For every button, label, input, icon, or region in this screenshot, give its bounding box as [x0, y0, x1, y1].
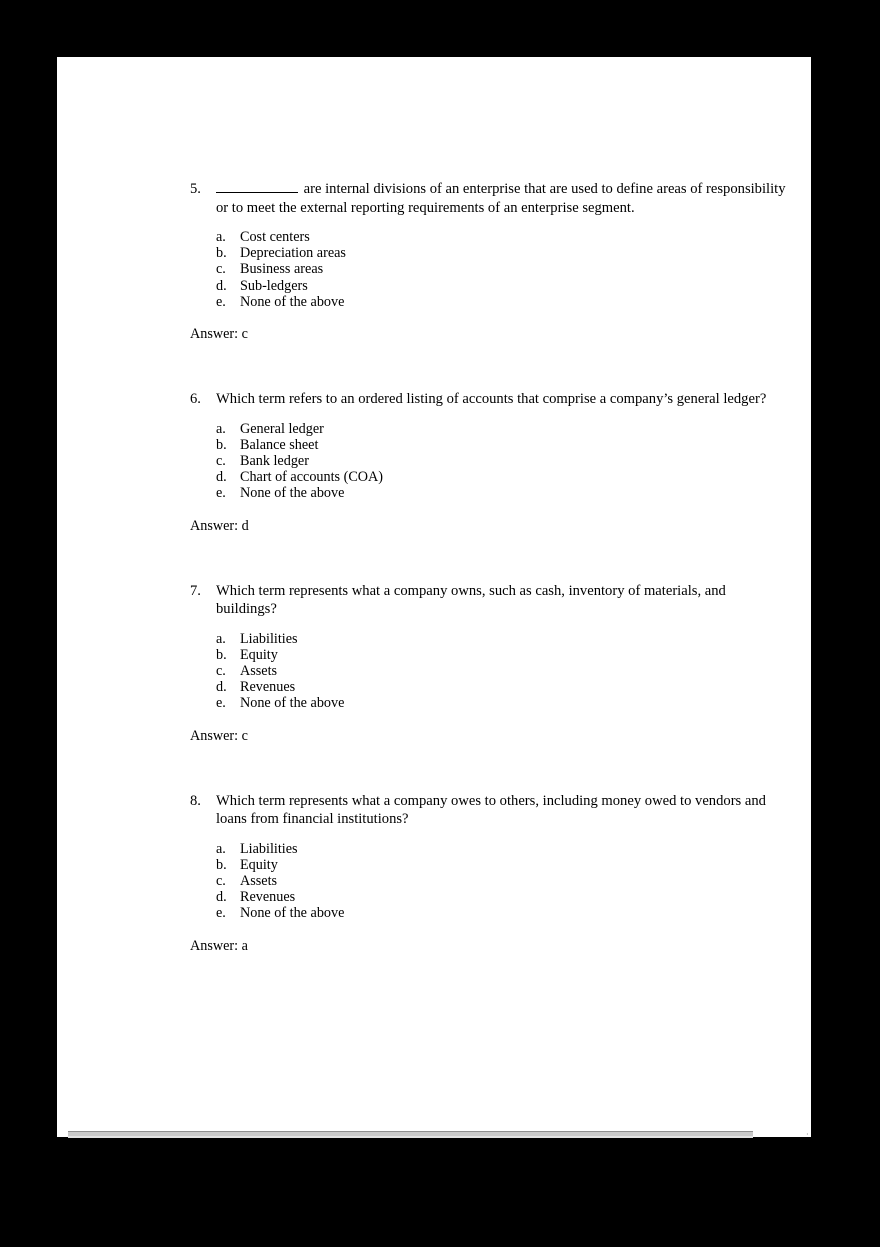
choice-text: None of the above [240, 485, 345, 502]
choice-letter: e. [216, 695, 226, 712]
choice-letter: e. [216, 905, 226, 922]
choice-letter: d. [216, 679, 227, 696]
choice-text: Assets [240, 872, 278, 889]
choice-text: General ledger [240, 420, 324, 437]
choice-item[interactable] [216, 485, 790, 501]
choice-item[interactable] [216, 631, 790, 647]
choice-item[interactable] [216, 873, 790, 889]
choice-item[interactable] [216, 453, 790, 469]
choice-letter: b. [216, 646, 227, 663]
choice-letter: b. [216, 436, 227, 453]
document-page [57, 57, 811, 1137]
choice-text: Liabilities [240, 840, 298, 857]
choice-item[interactable] [216, 663, 790, 679]
choice-item[interactable] [216, 857, 790, 873]
choice-text: Liabilities [240, 630, 298, 647]
choice-item[interactable] [216, 421, 790, 437]
question-block-5 [190, 180, 790, 342]
choice-list [216, 631, 790, 712]
choice-letter: a. [216, 420, 226, 437]
choice-letter: d. [216, 469, 227, 486]
choice-letter: d. [216, 277, 227, 294]
choice-item[interactable] [216, 261, 790, 277]
choice-letter: d. [216, 889, 227, 906]
choice-letter: e. [216, 485, 226, 502]
choice-text: Equity [240, 856, 278, 873]
question-text-body: are internal divisions of an enterprise that are used to define areas of responsibility or to meet the external reporting requirements of an enterprise segment. [216, 181, 786, 216]
choice-list [216, 421, 790, 502]
choice-item[interactable] [216, 294, 790, 310]
choice-list [216, 841, 790, 922]
question-text: Which term represents what a company owns, such as cash, inventory of materials, and buildings? [216, 582, 726, 618]
question-block-7 [190, 582, 790, 744]
choice-text: None of the above [240, 695, 345, 712]
choice-letter: b. [216, 245, 227, 262]
choice-text: Chart of accounts (COA) [240, 469, 384, 486]
fill-in-blank [216, 180, 298, 193]
choice-text: Assets [240, 662, 278, 679]
question-text [216, 180, 790, 217]
choice-item[interactable] [216, 841, 790, 857]
answer-line: Answer: c [190, 326, 248, 343]
question-number: 7. [190, 582, 201, 599]
choice-item[interactable] [216, 889, 790, 905]
choice-letter: e. [216, 293, 226, 310]
choice-text: Business areas [240, 261, 324, 278]
choice-item[interactable] [216, 229, 790, 245]
question-number: 8. [190, 792, 201, 809]
question-text: Which term refers to an ordered listing of accounts that comprise a company’s general ledger? [216, 391, 767, 408]
choice-item[interactable] [216, 278, 790, 294]
question-block-8 [190, 792, 790, 954]
question-block-6 [190, 390, 790, 534]
answer-line: Answer: a [190, 937, 248, 954]
choice-item[interactable] [216, 679, 790, 695]
page-bottom-edge-highlight [68, 1136, 753, 1138]
choice-item[interactable] [216, 437, 790, 453]
choice-text: Equity [240, 646, 278, 663]
choice-item[interactable] [216, 905, 790, 921]
question-text: Which term represents what a company owes to others, including money owed to vendors and loans from financial institutions? [216, 792, 766, 828]
choice-item[interactable] [216, 245, 790, 261]
question-row [190, 582, 790, 619]
choice-item[interactable] [216, 469, 790, 485]
choice-item[interactable] [216, 695, 790, 711]
choice-text: Revenues [240, 889, 296, 906]
choice-letter: a. [216, 840, 226, 857]
choice-letter: c. [216, 662, 226, 679]
choice-text: Cost centers [240, 229, 310, 245]
answer-line: Answer: c [190, 727, 248, 744]
choice-list [216, 229, 790, 310]
choice-letter: a. [216, 229, 226, 245]
choice-letter: c. [216, 261, 226, 278]
choice-text: None of the above [240, 293, 345, 310]
question-number: 6. [190, 391, 201, 408]
question-number: 5. [190, 181, 201, 197]
choice-letter: c. [216, 872, 226, 889]
question-row [190, 180, 790, 217]
question-row [190, 390, 790, 409]
choice-text: Balance sheet [240, 436, 319, 453]
choice-text: Revenues [240, 679, 296, 696]
answer-line: Answer: d [190, 517, 249, 534]
question-row [190, 792, 790, 829]
choice-text: Sub-ledgers [240, 277, 308, 294]
choice-text: Bank ledger [240, 452, 309, 469]
choice-letter: b. [216, 856, 227, 873]
corner-mark: · [806, 1130, 809, 1139]
choice-text: Depreciation areas [240, 245, 346, 262]
choice-letter: a. [216, 630, 226, 647]
question-list [190, 180, 790, 1000]
choice-letter: c. [216, 452, 226, 469]
choice-text: None of the above [240, 905, 345, 922]
choice-item[interactable] [216, 647, 790, 663]
